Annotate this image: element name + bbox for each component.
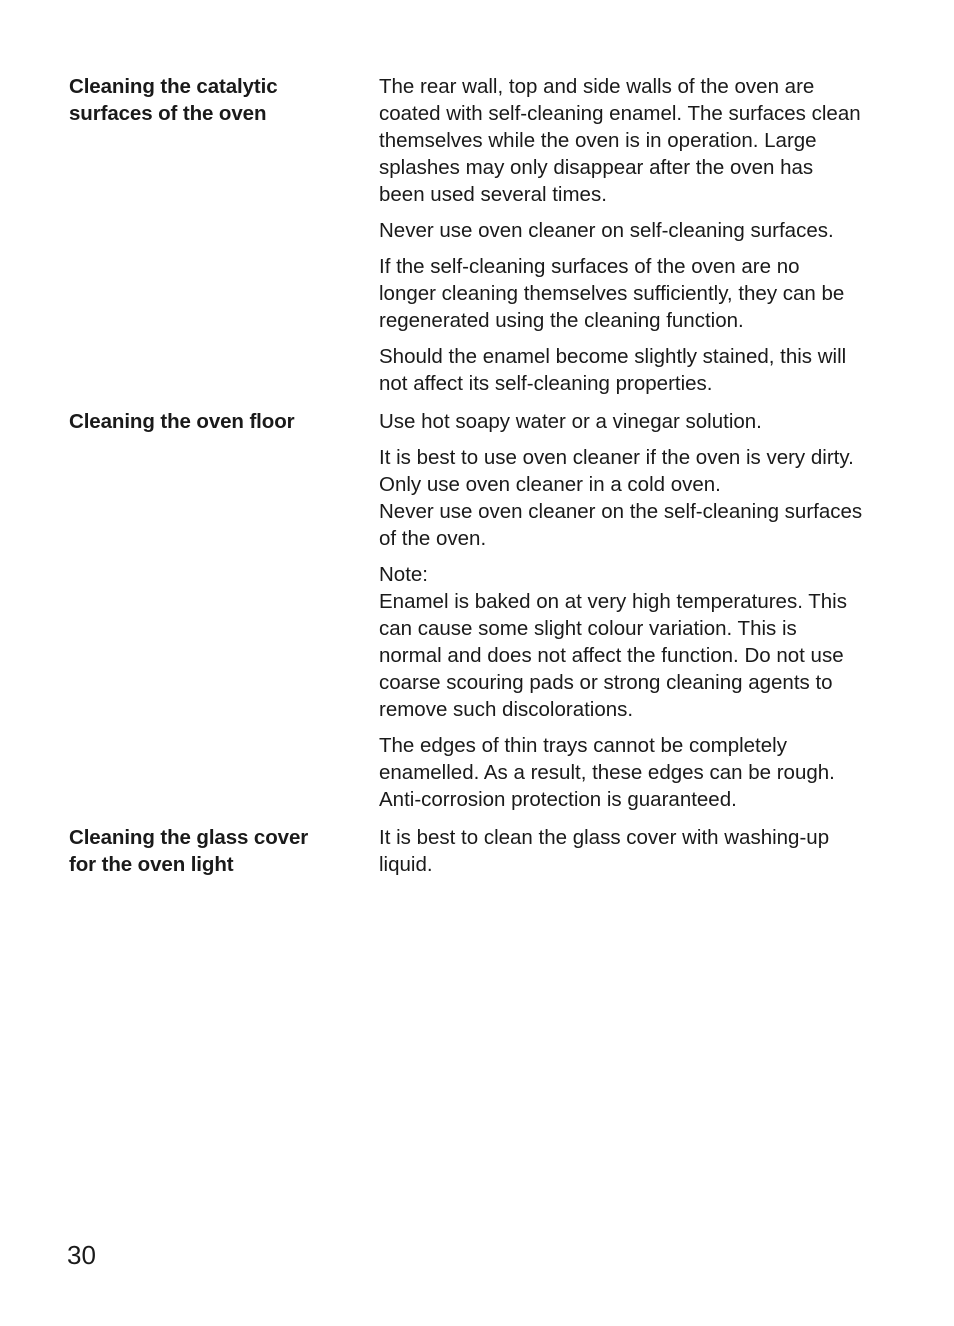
section-heading: Cleaning the glass cover for the oven light bbox=[69, 826, 309, 876]
section-body bbox=[379, 73, 884, 397]
paragraph: It is best to clean the glass cover with washing-up liquid. bbox=[379, 826, 830, 876]
section-body bbox=[379, 824, 884, 878]
note-paragraph: Note: Enamel is baked on at very high temperatures. This can cause some slight colour variation. This is normal and does not affect the function. Do not use coarse scouring pads or strong cleaning agents to remove such discolorations. bbox=[379, 563, 847, 721]
paragraph: Use hot soapy water or a vinegar solution. bbox=[379, 410, 762, 433]
paragraph: The rear wall, top and side walls of the oven are coated with self-cleaning enamel. The surfaces clean themselves while the oven is in operation. Large splashes may only disappear after the oven has been used several times. bbox=[379, 75, 861, 206]
paragraph: If the self-cleaning surfaces of the oven are no longer cleaning themselves sufficiently, they can be regenerated using the cleaning function. bbox=[379, 255, 845, 332]
paragraph: The edges of thin trays cannot be completely enamelled. As a result, these edges can be rough. Anti-corrosion protection is guaranteed. bbox=[379, 734, 835, 811]
page-number: 30 bbox=[67, 1240, 96, 1270]
section-heading: Cleaning the oven floor bbox=[69, 410, 295, 433]
section-body bbox=[379, 408, 884, 813]
section-heading: Cleaning the catalytic surfaces of the oven bbox=[69, 75, 278, 125]
paragraph: Never use oven cleaner on self-cleaning surfaces. bbox=[379, 219, 834, 242]
paragraph: Should the enamel become slightly stained, this will not affect its self-cleaning properties. bbox=[379, 345, 847, 395]
paragraph: It is best to use oven cleaner if the oven is very dirty. Only use oven cleaner in a cold oven. Never use oven cleaner on the self-cleaning surfaces of the oven. bbox=[379, 446, 863, 550]
